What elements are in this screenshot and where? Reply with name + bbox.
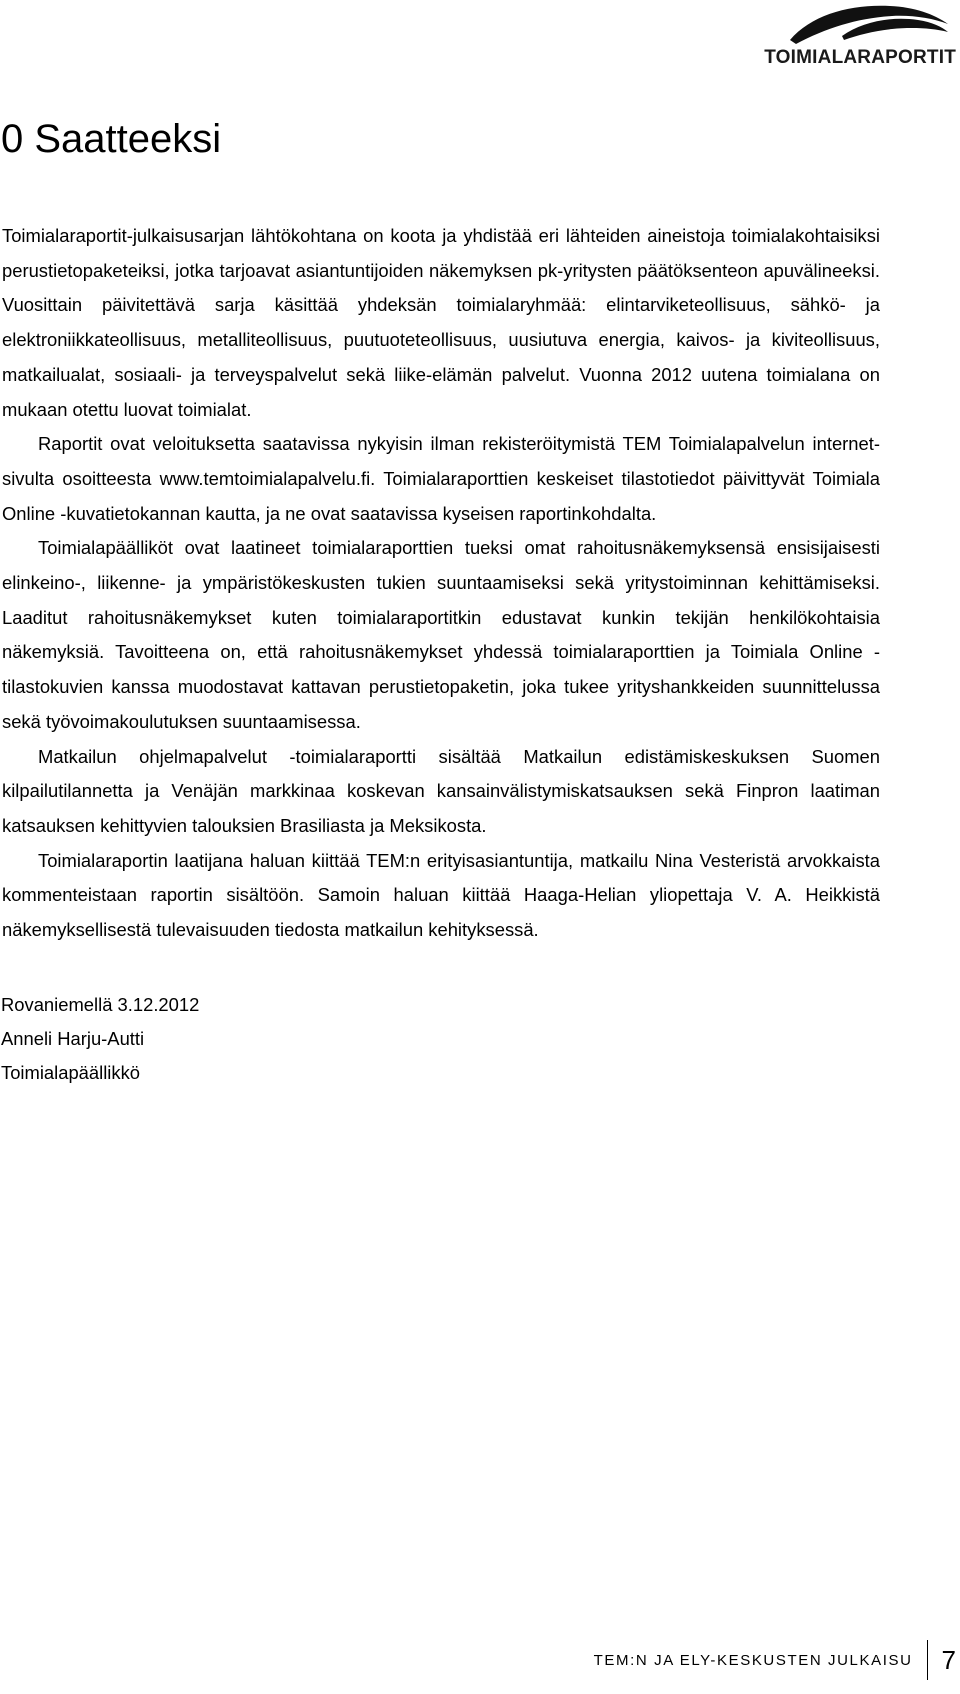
page-footer — [594, 1640, 960, 1680]
toimialaraportit-logo — [760, 0, 960, 76]
page-number: 7 — [941, 1644, 956, 1675]
signature-name: Anneli Harju-Autti — [1, 1028, 145, 1049]
signature-block — [1, 988, 199, 1090]
signature-place-date: Rovaniemellä 3.12.2012 — [1, 994, 200, 1015]
footer-publication-label: TEM:N JA ELY-KESKUSTEN JULKAISU — [593, 1651, 913, 1669]
paragraph-intro: Toimialaraportit-julkaisusarjan lähtökohtana on koota ja yhdistää eri lähteiden aineistoja toimialakohtaisiksi perustietopaketeiksi, jotka tarjoavat asiantuntijoiden näkemyksen pk-yritysten päätöksenteon apuvälineeksi. Vuosittain päivitettävä sarja käsittää yhdeksän toimialaryhmää: elintarviketeollisuus, sähkö- ja elektroniikkateollisuus, metalliteollisuus, puutuoteteollisuus, uusiutuva energia, kaivos- ja kiviteollisuus, matkailualat, sosiaali- ja terveyspalvelut sekä liike-elämän palvelut. Vuonna 2012 uutena toimialana on mukaan otettu luovat toimialat. — [2, 225, 880, 420]
document-body — [2, 219, 880, 948]
logo-text: TOIMIALARAPORTIT — [764, 47, 956, 68]
signature-role: Toimialapäällikkö — [1, 1062, 141, 1083]
paragraph-report-contents: Matkailun ohjelmapalvelut -toimialaraportti sisältää Matkailun edistämiskeskuksen Suomen kilpailutilannetta ja Venäjän markkinaa koskevan kansainvälistymiskatsauksen sekä Finpron laatiman katsauksen kehittyvien talouksien Brasiliasta ja Meksikosta. — [2, 745, 880, 836]
logo-swoosh-icon — [782, 0, 952, 44]
paragraph-acknowledgements: Toimialaraportin laatijana haluan kiittää TEM:n erityisasiantuntija, matkailu Nina Vesteristä arvokkaista kommenteistaan raportin sisältöön. Samoin haluan kiittää Haaga-Helian yliopettaja V. A. Heikkistä näkemyksellisestä tulevaisuuden tiedosta matkailun kehityksessä. — [2, 849, 880, 941]
footer-divider — [927, 1640, 928, 1680]
page-title: 0 Saatteeksi — [1, 117, 222, 161]
paragraph-financing-views: Toimialapäälliköt ovat laatineet toimialaraporttien tueksi omat rahoitusnäkemyksensä ensisijaisesti elinkeino-, liikenne- ja ympäristökeskusten tukien suuntaamiseksi sekä yritystoiminnan kehittämiseksi. Laaditut rahoitusnäkemykset kuten toimialaraportitkin edustavat kunkin tekijän henkilökohtaisia näkemyksiä. Tavoitteena on, että rahoitusnäkemykset yhdessä toimialaraporttien ja Toimiala Online -tilastokuvien kanssa muodostavat kattavan perustietopaketin, joka tukee yrityshankkeiden suunnittelussa sekä työvoimakoulutuksen suuntaamisessa. — [2, 537, 880, 732]
paragraph-availability: Raportit ovat veloituksetta saatavissa nykyisin ilman rekisteröitymistä TEM Toimialapalvelun internet-sivulta osoitteesta www.temtoimialapalvelu.fi. Toimialaraporttien keskeiset tilastotiedot päivittyvät Toimiala Online -kuvatietokannan kautta, ja ne ovat saatavissa kyseisen raportinkohdalta. — [2, 433, 880, 524]
